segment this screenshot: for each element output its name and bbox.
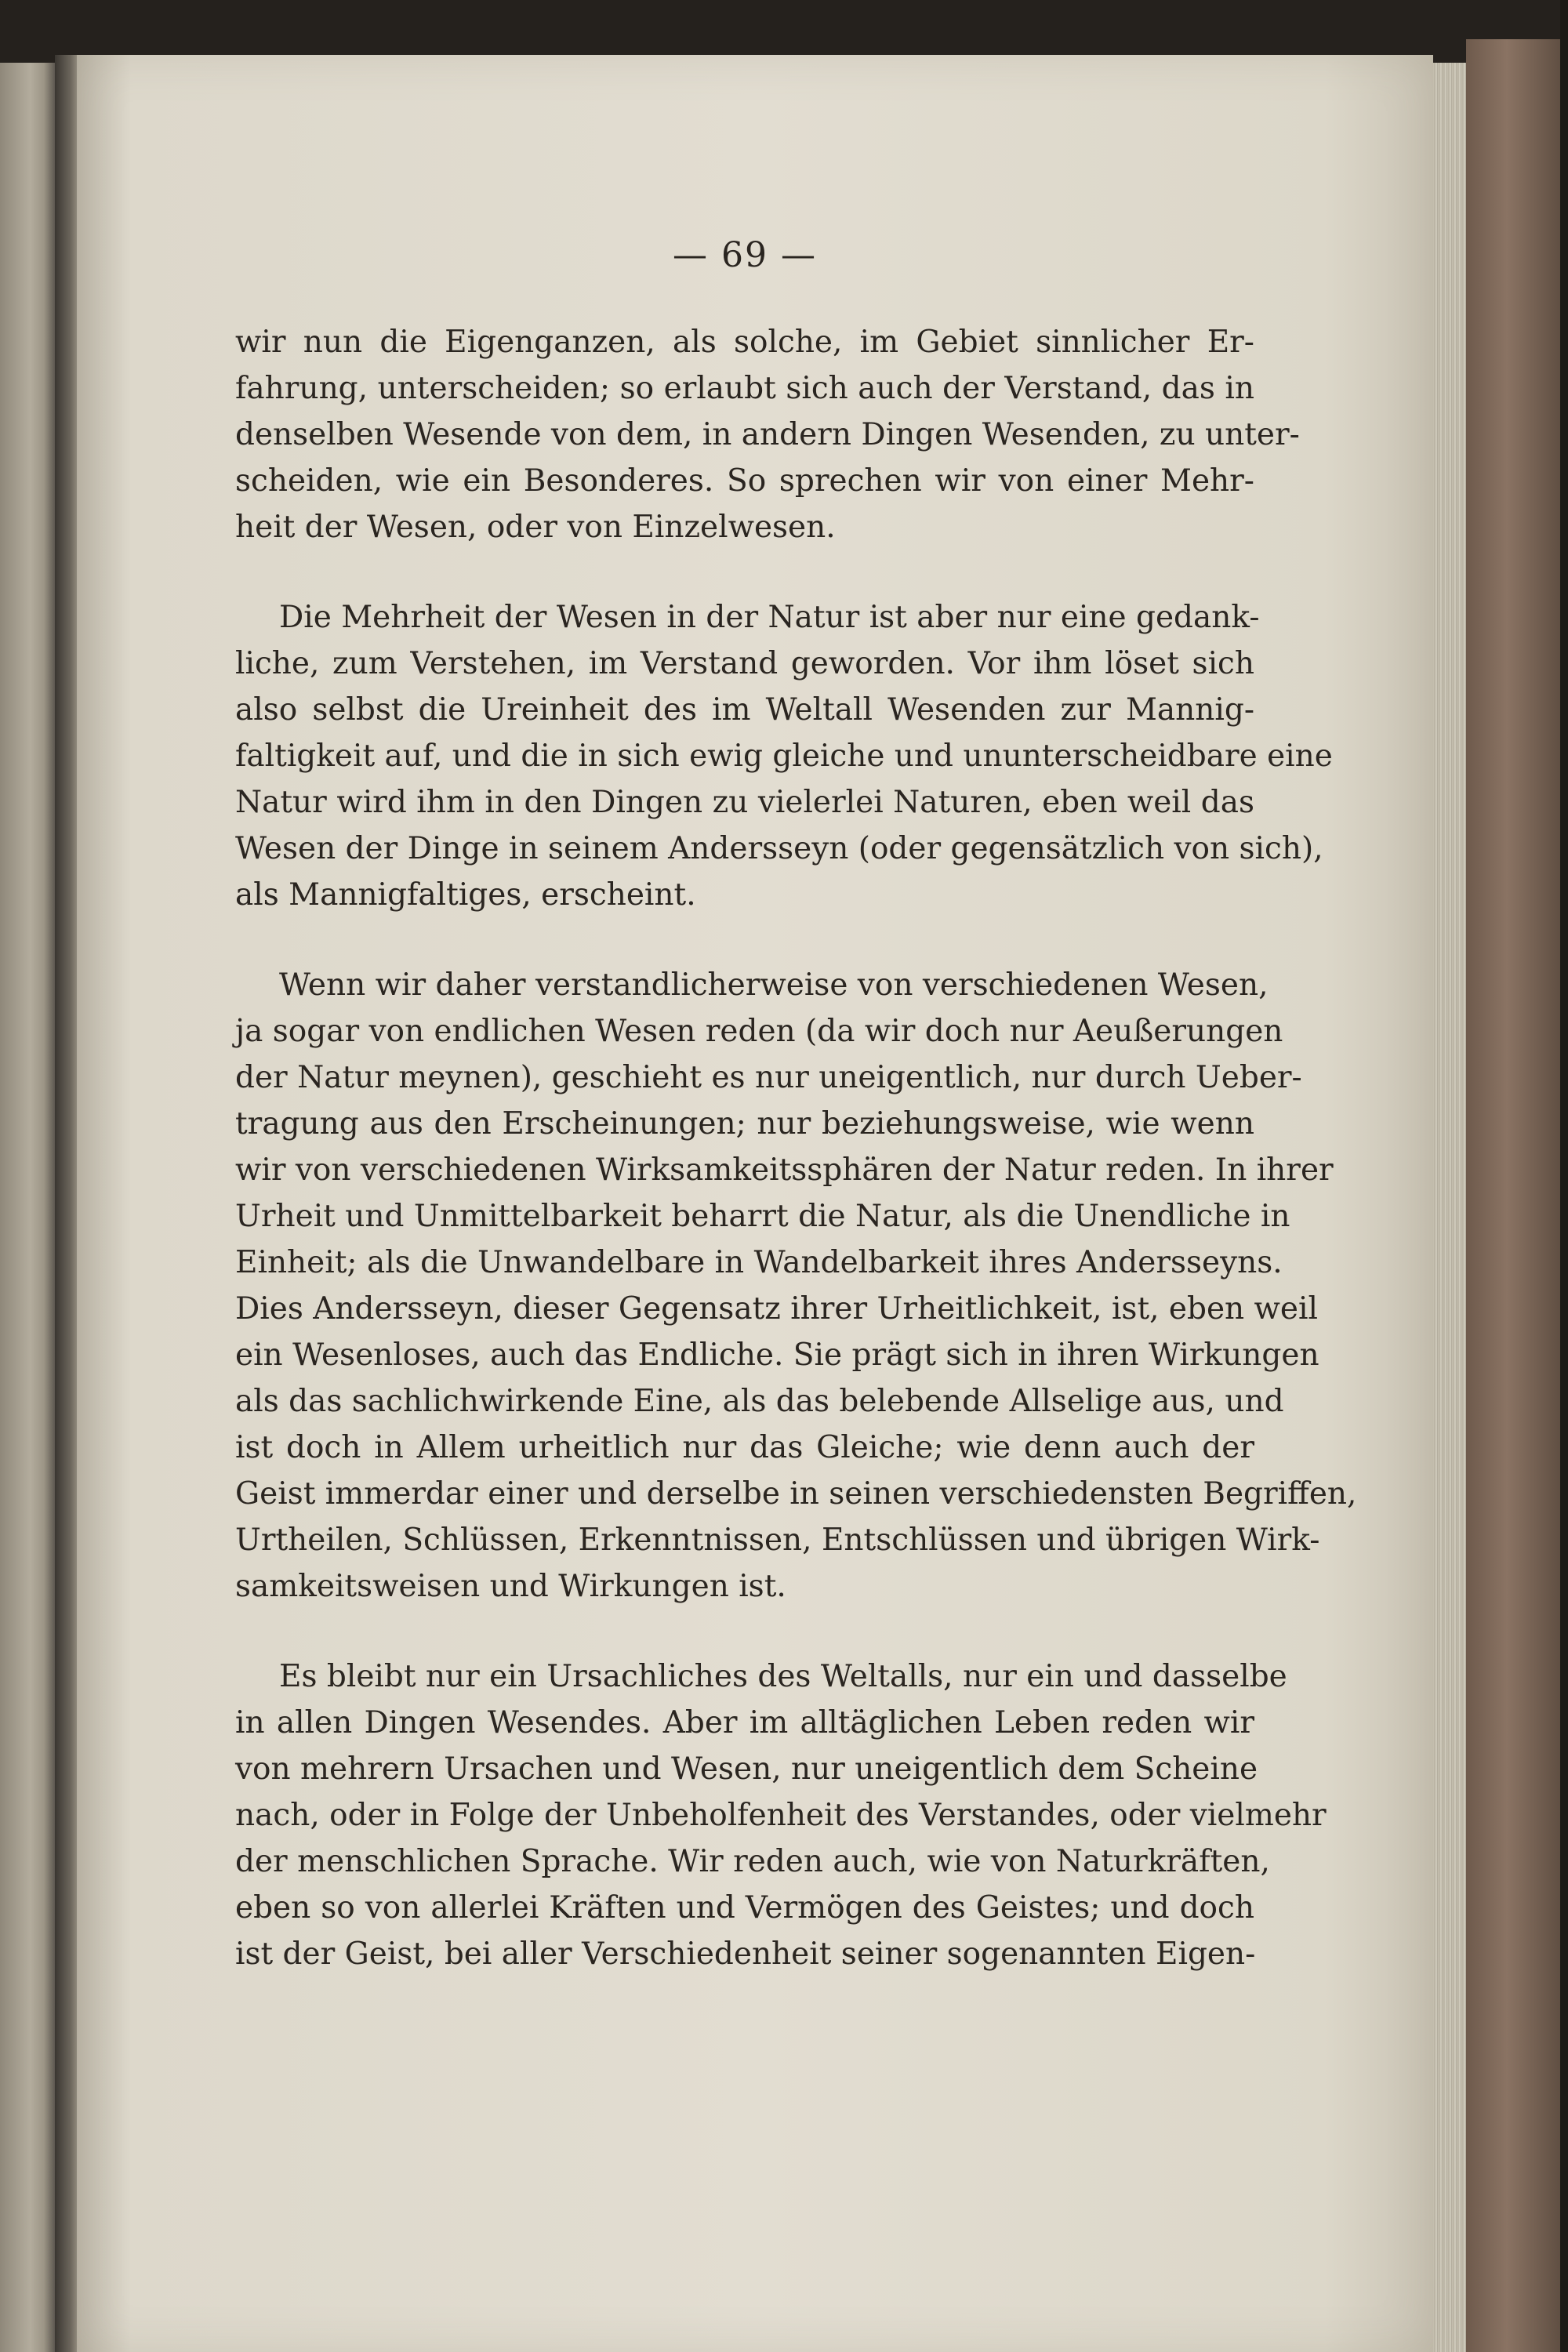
paragraph [235,1653,1327,1977]
text-line: eben so von allerlei Kräften und Vermögen des Geistes; und doch [235,1890,1254,1926]
text-line: in allen Dingen Wesendes. Aber im alltäglichen Leben reden wir [235,1705,1254,1740]
text-line: als Mannigfaltiges, erscheint. [235,877,696,913]
text-line: Geist immerdar einer und derselbe in seinen verschiedensten Begriffen, [235,1476,1357,1512]
text-line: faltigkeit auf, und die in sich ewig gleiche und ununterscheidbare eine [235,739,1333,774]
text-line: als das sachlichwirkende Eine, als das belebende Allselige aus, und [235,1384,1284,1419]
text-line: Wesen der Dinge in seinem Andersseyn (oder gegensätzlich von sich), [235,831,1323,866]
page-text-block [235,235,1357,2021]
page-number: — 69 — [673,235,817,275]
text-line: samkeitsweisen und Wirkungen ist. [235,1569,786,1604]
text-line: Urheit und Unmittelbarkeit beharrt die Natur, als die Unendliche in [235,1199,1290,1234]
text-line: Die Mehrheit der Wesen in der Natur ist aber nur eine gedank- [279,600,1260,635]
text-line: liche, zum Verstehen, im Verstand geworden. Vor ihm löset sich [235,646,1254,681]
text-line: scheiden, wie ein Besonderes. So sprechen wir von einer Mehr- [235,463,1254,499]
text-line: der menschlichen Sprache. Wir reden auch, wie von Naturkräften, [235,1844,1270,1879]
text-line: nach, oder in Folge der Unbeholfenheit des Verstandes, oder vielmehr [235,1798,1327,1833]
text-line: heit der Wesen, oder von Einzelwesen. [235,510,836,545]
paragraph [235,962,1357,1610]
text-line: Es bleibt nur ein Ursachliches des Weltalls, nur ein und dasselbe [279,1659,1287,1694]
text-line: Urtheilen, Schlüssen, Erkenntnissen, Entschlüssen und übrigen Wirk- [235,1523,1320,1558]
text-line: ja sogar von endlichen Wesen reden (da wir doch nur Aeußerungen [235,1014,1283,1049]
background-shadow [1560,0,1568,2352]
text-line: denselben Wesende von dem, in andern Dingen Wesenden, zu unter- [235,417,1300,452]
text-line: ist der Geist, bei aller Verschiedenheit seiner sogenannten Eigen- [235,1936,1256,1972]
text-line: ist doch in Allem urheitlich nur das Gleiche; wie denn auch der [235,1430,1254,1465]
text-line: Einheit; als die Unwandelbare in Wandelbarkeit ihres Andersseyns. [235,1245,1283,1280]
text-line: also selbst die Ureinheit des im Weltall Wesenden zur Mannig- [235,692,1254,728]
page-stack-edges [1433,63,1466,2352]
text-line: wir nun die Eigenganzen, als solche, im Gebiet sinnlicher Er- [235,325,1254,360]
previous-page-edge [0,63,55,2352]
text-line: von mehrern Ursachen und Wesen, nur uneigentlich dem Scheine [235,1751,1258,1787]
text-line: wir von verschiedenen Wirksamkeitssphären der Natur reden. In ihrer [235,1152,1334,1188]
text-line: ein Wesenloses, auch das Endliche. Sie prägt sich in ihren Wirkungen [235,1338,1319,1373]
text-line: der Natur meynen), geschieht es nur uneigentlich, nur durch Ueber- [235,1060,1302,1095]
paragraphs [235,319,1357,1977]
text-line: Wenn wir daher verstandlicherweise von verschiedenen Wesen, [279,967,1269,1003]
book-cover-edge [1466,39,1568,2352]
text-line: Natur wird ihm in den Dingen zu vielerlei Naturen, eben weil das [235,785,1254,820]
paragraph [235,594,1333,918]
text-line: tragung aus den Erscheinungen; nur beziehungsweise, wie wenn [235,1106,1254,1142]
text-line: Dies Andersseyn, dieser Gegensatz ihrer Urheitlichkeit, ist, eben weil [235,1291,1318,1327]
paragraph [235,319,1300,550]
text-line: fahrung, unterscheiden; so erlaubt sich auch der Verstand, das in [235,371,1254,406]
